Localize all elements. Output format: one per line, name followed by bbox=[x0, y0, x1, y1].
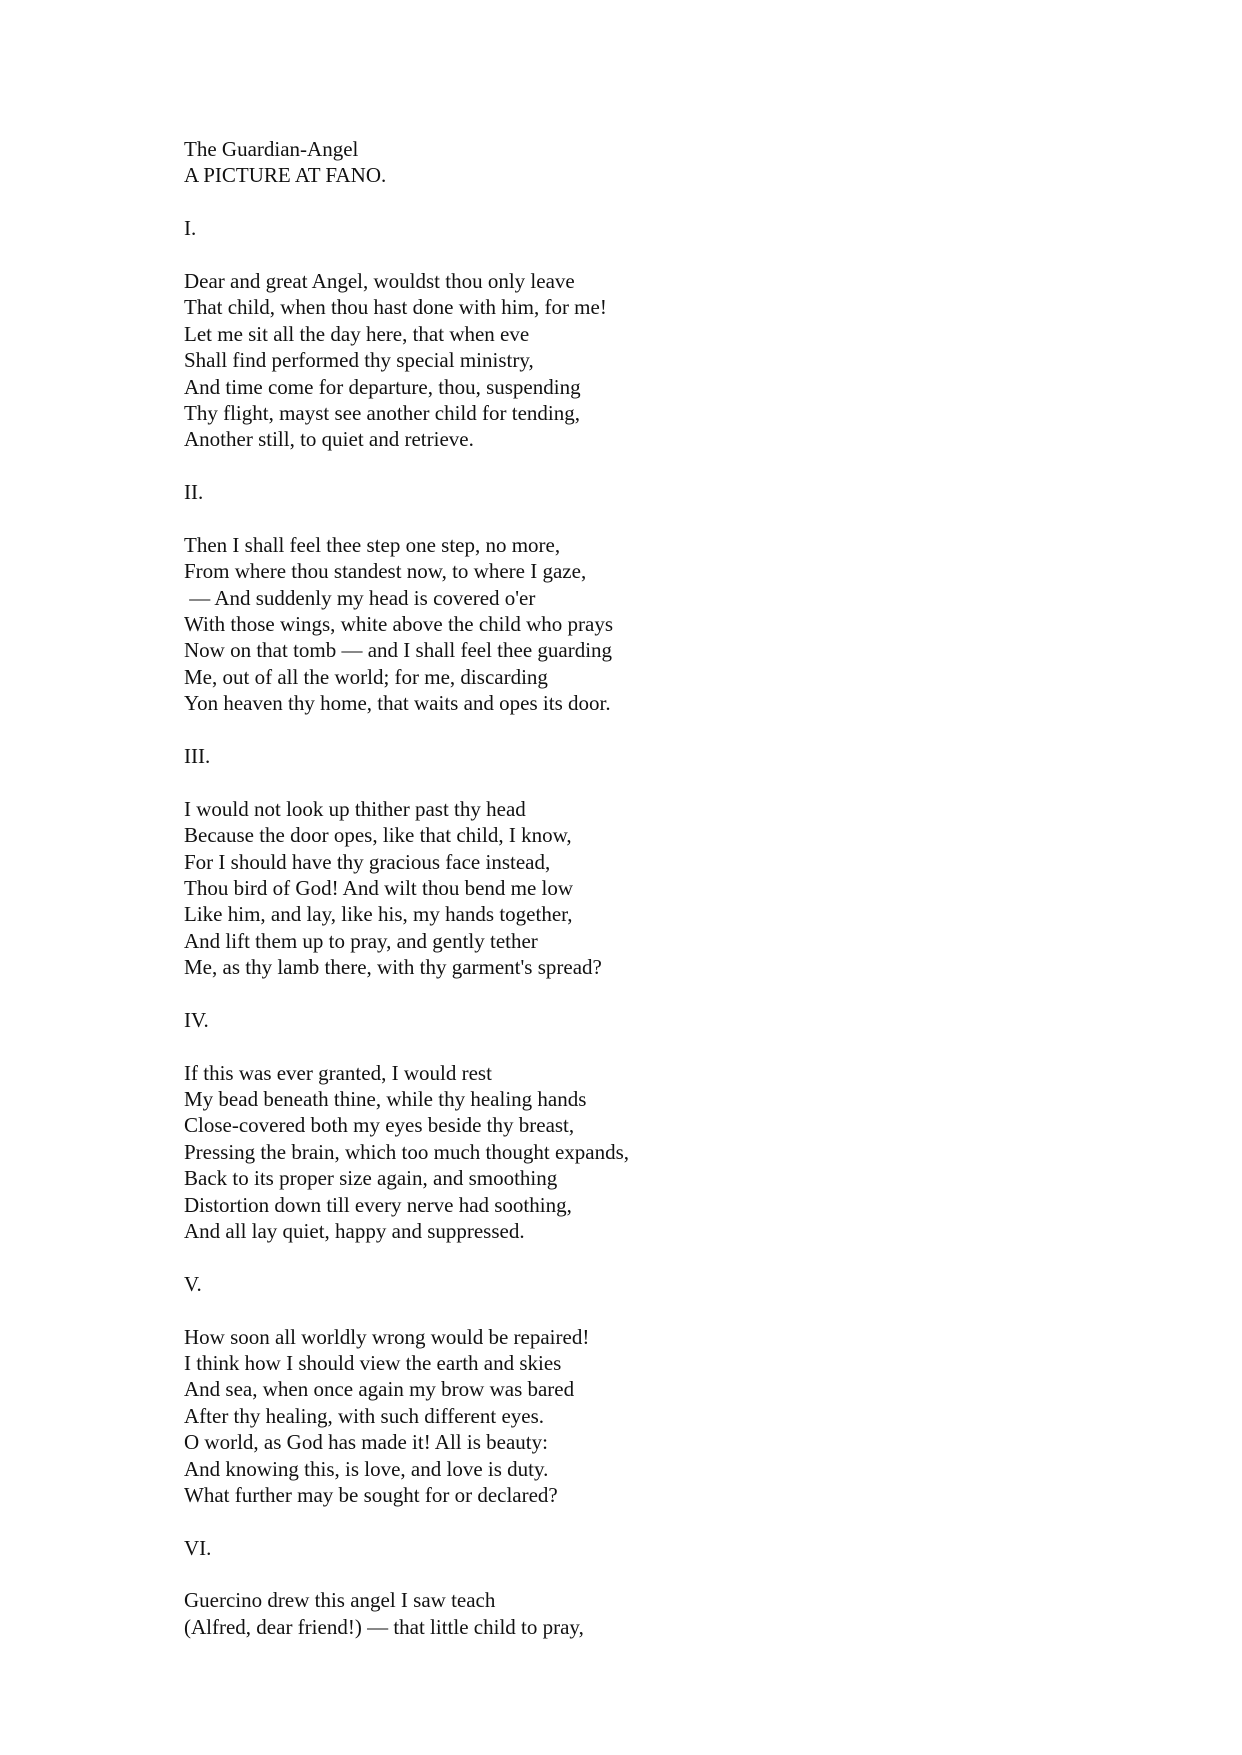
spacer bbox=[184, 769, 1184, 795]
poem-line: From where thou standest now, to where I gaze, bbox=[184, 559, 587, 584]
stanza-numeral: III. bbox=[184, 743, 211, 768]
poem-line: Then I shall feel thee step one step, no more, bbox=[184, 532, 561, 557]
poem-line: I think how I should view the earth and skies bbox=[184, 1350, 562, 1375]
poem-line: And all lay quiet, happy and suppressed. bbox=[184, 1219, 525, 1244]
poem-line: Guercino drew this angel I saw teach bbox=[184, 1588, 496, 1613]
spacer bbox=[184, 189, 1184, 215]
spacer bbox=[184, 1033, 1184, 1059]
stanza-numeral: IV. bbox=[184, 1007, 209, 1032]
spacer bbox=[184, 1561, 1184, 1587]
poem-line: My bead beneath thine, while thy healing hands bbox=[184, 1087, 587, 1112]
poem-line: Me, as thy lamb there, with thy garment's spread? bbox=[184, 955, 602, 980]
poem-page bbox=[184, 136, 1184, 1640]
poem-line: And sea, when once again my brow was bared bbox=[184, 1377, 575, 1402]
poem-line: And time come for departure, thou, suspending bbox=[184, 374, 581, 399]
poem-line: For I should have thy gracious face instead, bbox=[184, 849, 551, 874]
spacer bbox=[184, 1508, 1184, 1534]
poem-line: With those wings, white above the child who prays bbox=[184, 612, 613, 637]
stanza-numeral: V. bbox=[184, 1271, 202, 1296]
spacer bbox=[184, 505, 1184, 531]
stanza-numeral: VI. bbox=[184, 1535, 212, 1560]
poem-line: That child, when thou hast done with him, for me! bbox=[184, 295, 607, 320]
poem-line: (Alfred, dear friend!) — that little child to pray, bbox=[184, 1614, 584, 1639]
poem-title: The Guardian-Angel bbox=[184, 137, 359, 161]
spacer bbox=[184, 717, 1184, 743]
poem-line: Thy flight, mayst see another child for tending, bbox=[184, 400, 580, 425]
spacer bbox=[184, 1244, 1184, 1270]
poem-line: And lift them up to pray, and gently tether bbox=[184, 928, 538, 953]
poem-line: Close-covered both my eyes beside thy breast, bbox=[184, 1113, 575, 1138]
poem-line: Shall find performed thy special ministry, bbox=[184, 348, 534, 373]
poem-line: Now on that tomb — and I shall feel thee guarding bbox=[184, 638, 613, 663]
poem-line: How soon all worldly wrong would be repaired! bbox=[184, 1324, 590, 1349]
stanza-numeral: I. bbox=[184, 216, 197, 241]
poem-line: If this was ever granted, I would rest bbox=[184, 1060, 492, 1085]
poem-line: Thou bird of God! And wilt thou bend me low bbox=[184, 875, 574, 900]
poem-line: Yon heaven thy home, that waits and opes its door. bbox=[184, 691, 611, 716]
poem-line: What further may be sought for or declared? bbox=[184, 1482, 558, 1507]
spacer bbox=[184, 453, 1184, 479]
poem-line: I would not look up thither past thy head bbox=[184, 796, 526, 821]
poem-line: Me, out of all the world; for me, discarding bbox=[184, 664, 548, 689]
poem-line: Because the door opes, like that child, I know, bbox=[184, 823, 572, 848]
poem-line: Dear and great Angel, wouldst thou only leave bbox=[184, 268, 575, 293]
spacer bbox=[184, 242, 1184, 268]
spacer bbox=[184, 1297, 1184, 1323]
spacer bbox=[184, 981, 1184, 1007]
poem-line: Pressing the brain, which too much thought expands, bbox=[184, 1139, 630, 1164]
poem-line: Distortion down till every nerve had soothing, bbox=[184, 1192, 572, 1217]
poem-line: And knowing this, is love, and love is duty. bbox=[184, 1456, 549, 1481]
poem-line: — And suddenly my head is covered o'er bbox=[184, 585, 536, 610]
poem-line: Back to its proper size again, and smoothing bbox=[184, 1166, 558, 1191]
stanza-numeral: II. bbox=[184, 480, 204, 505]
poem-line: Another still, to quiet and retrieve. bbox=[184, 427, 474, 452]
poem-subtitle: A PICTURE AT FANO. bbox=[184, 163, 387, 188]
poem-line: After thy healing, with such different eyes. bbox=[184, 1403, 545, 1428]
poem-line: Like him, and lay, like his, my hands together, bbox=[184, 902, 573, 927]
poem-line: O world, as God has made it! All is beauty: bbox=[184, 1430, 548, 1455]
poem-line: Let me sit all the day here, that when eve bbox=[184, 321, 530, 346]
